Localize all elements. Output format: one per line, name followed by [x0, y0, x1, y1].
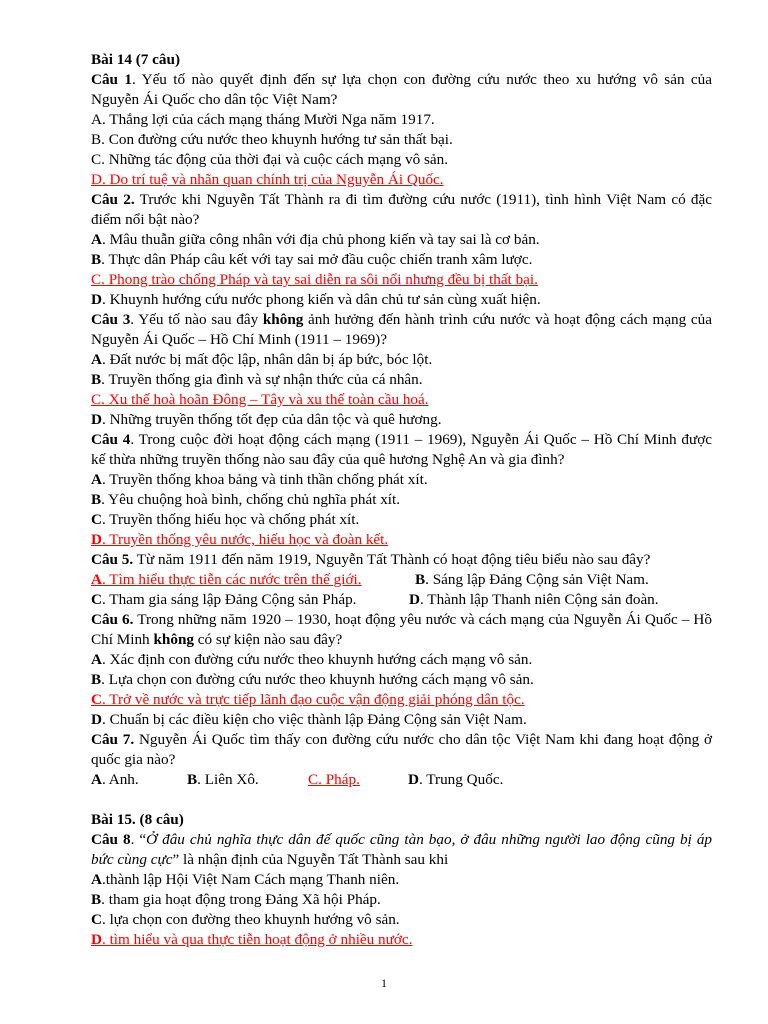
question-1-option-d-answer: D. Do trí tuệ và nhãn quan chính trị của Nguyễn Ái Quốc.: [91, 171, 444, 188]
question-5-option-c: C. Tham gia sáng lập Đảng Cộng sản Pháp.: [91, 591, 357, 608]
question-2-text: Trước khi Nguyễn Tất Thành ra đi tìm đường cứu nước (1911), tình hình Việt Nam có đặc điểm nổi bật nào?: [91, 191, 712, 228]
lesson-15-heading: Bài 15. (8 câu): [91, 811, 184, 828]
question-5-option-b: B. Sáng lập Đảng Cộng sản Việt Nam.: [415, 571, 649, 588]
question-3-option-b: B. Truyền thống gia đình và sự nhận thức của cá nhân.: [91, 371, 423, 388]
question-3: Câu 3. Yếu tố nào sau đây không ảnh hưởng đến hành trình cứu nước và hoạt động cách mạng của Nguyễn Ái Quốc – Hồ Chí Minh (1911 – 1969)?: [91, 311, 713, 348]
question-8: Câu 8. “Ở đâu chủ nghĩa thực dân đế quốc cũng tàn bạo, ở đâu những người lao động cũng bị áp bức cùng cực” là nhận định của Nguyễn Tất Thành sau khi: [91, 831, 713, 868]
question-4-option-b: B. Yêu chuộng hoà bình, chống chủ nghĩa phát xít.: [91, 491, 401, 508]
section-gap: [91, 790, 712, 810]
question-3-option-c-answer: C. Xu thế hoà hoãn Đông – Tây và xu thế toàn cầu hoá.: [91, 391, 429, 408]
question-6-label: Câu 6.: [91, 611, 134, 628]
question-3-option-a: A. Đất nước bị mất độc lập, nhân dân bị áp bức, bóc lột.: [91, 351, 433, 368]
question-4-option-d-answer: D. Truyền thống yêu nước, hiếu học và đoàn kết.: [91, 531, 389, 548]
question-5-option-a-answer: A. Tìm hiểu thực tiễn các nước trên thế giới.: [91, 571, 362, 588]
question-7-option-d: D. Trung Quốc.: [408, 771, 504, 788]
question-6: Câu 6. Trong những năm 1920 – 1930, hoạt động yêu nước và cách mạng của Nguyễn Ái Quốc – Hồ Chí Minh không có sự kiện nào sau đây?: [91, 611, 712, 648]
question-7-options-row: [91, 770, 712, 790]
question-2-option-c-answer: C. Phong trào chống Pháp và tay sai diễn ra sôi nổi nhưng đều bị thất bại.: [91, 271, 538, 288]
question-5: Câu 5. Từ năm 1911 đến năm 1919, Nguyễn Tất Thành có hoạt động tiêu biểu nào sau đây?: [91, 551, 651, 568]
question-8-label: Câu 8: [91, 831, 131, 848]
question-3-label: Câu 3: [91, 311, 131, 328]
question-2-option-a: A. Mâu thuẫn giữa công nhân với địa chủ phong kiến và tay sai là cơ bản.: [91, 231, 540, 248]
question-6-option-c-answer: C. Trở về nước và trực tiếp lãnh đạo cuộc vận động giải phóng dân tộc.: [91, 691, 525, 708]
question-5-options-row-2: [91, 590, 712, 610]
question-8-option-d-answer: D. tìm hiểu và qua thực tiễn hoạt động ở nhiều nước.: [91, 931, 413, 948]
question-7-label: Câu 7.: [91, 731, 135, 748]
question-8-option-c: C. lựa chọn con đường theo khuynh hướng vô sản.: [91, 911, 400, 928]
question-2-label: Câu 2.: [91, 191, 135, 208]
question-1-text: . Yếu tố nào quyết định đến sự lựa chọn con đường cứu nước theo xu hướng vô sản của Nguyễn Ái Quốc cho dân tộc Việt Nam?: [91, 71, 712, 108]
question-7-option-c-answer: C. Pháp.: [308, 771, 360, 788]
question-1-option-a: A. Thắng lợi của cách mạng tháng Mười Nga năm 1917.: [91, 111, 435, 128]
page-number: 1: [381, 976, 387, 990]
question-7-option-a: A. Anh.: [91, 771, 139, 788]
question-1-option-b: B. Con đường cứu nước theo khuynh hướng tư sản thất bại.: [91, 131, 453, 148]
question-6-option-a: A. Xác định con đường cứu nước theo khuynh hướng cách mạng vô sản.: [91, 651, 533, 668]
question-8-option-b: B. tham gia hoạt động trong Đảng Xã hội Pháp.: [91, 891, 381, 908]
question-5-options-row-1: [91, 570, 712, 590]
question-8-option-a: A.thành lập Hội Việt Nam Cách mạng Thanh niên.: [91, 871, 400, 888]
lesson-14-heading: Bài 14 (7 câu): [91, 51, 181, 68]
document-content: [91, 50, 712, 950]
question-5-label: Câu 5.: [91, 551, 134, 568]
question-4-label: Câu 4: [91, 431, 131, 448]
question-1-label: Câu 1: [91, 71, 132, 88]
question-7-option-b: B. Liên Xô.: [187, 771, 259, 788]
question-6-option-b: B. Lựa chọn con đường cứu nước theo khuynh hướng cách mạng vô sản.: [91, 671, 534, 688]
question-2-option-d: D. Khuynh hướng cứu nước phong kiến và dân chủ tư sản cùng xuất hiện.: [91, 291, 541, 308]
question-5-option-d: D. Thành lập Thanh niên Cộng sản đoàn.: [409, 591, 659, 608]
question-4-option-c: C. Truyền thống hiếu học và chống phát xít.: [91, 511, 360, 528]
question-7: Câu 7. Nguyễn Ái Quốc tìm thấy con đường cứu nước cho dân tộc Việt Nam khi đang hoạt động ở quốc gia nào?: [91, 731, 712, 768]
question-1: [91, 70, 712, 110]
question-1-option-c: C. Những tác động của thời đại và cuộc cách mạng vô sản.: [91, 151, 449, 168]
question-4-option-a: A. Truyền thống khoa bảng và tinh thần chống phát xít.: [91, 471, 428, 488]
question-2: [91, 190, 712, 230]
question-4: Câu 4. Trong cuộc đời hoạt động cách mạng (1911 – 1969), Nguyễn Ái Quốc – Hồ Chí Minh được kế thừa những truyền thống nào sau đây của quê hương Nghệ An và gia đình?: [91, 431, 712, 468]
question-3-option-d: D. Những truyền thống tốt đẹp của dân tộc và quê hương.: [91, 411, 442, 428]
question-2-option-b: B. Thực dân Pháp câu kết với tay sai mở đầu cuộc chiến tranh xâm lược.: [91, 251, 533, 268]
question-6-option-d: D. Chuẩn bị các điều kiện cho việc thành lập Đảng Cộng sản Việt Nam.: [91, 711, 527, 728]
